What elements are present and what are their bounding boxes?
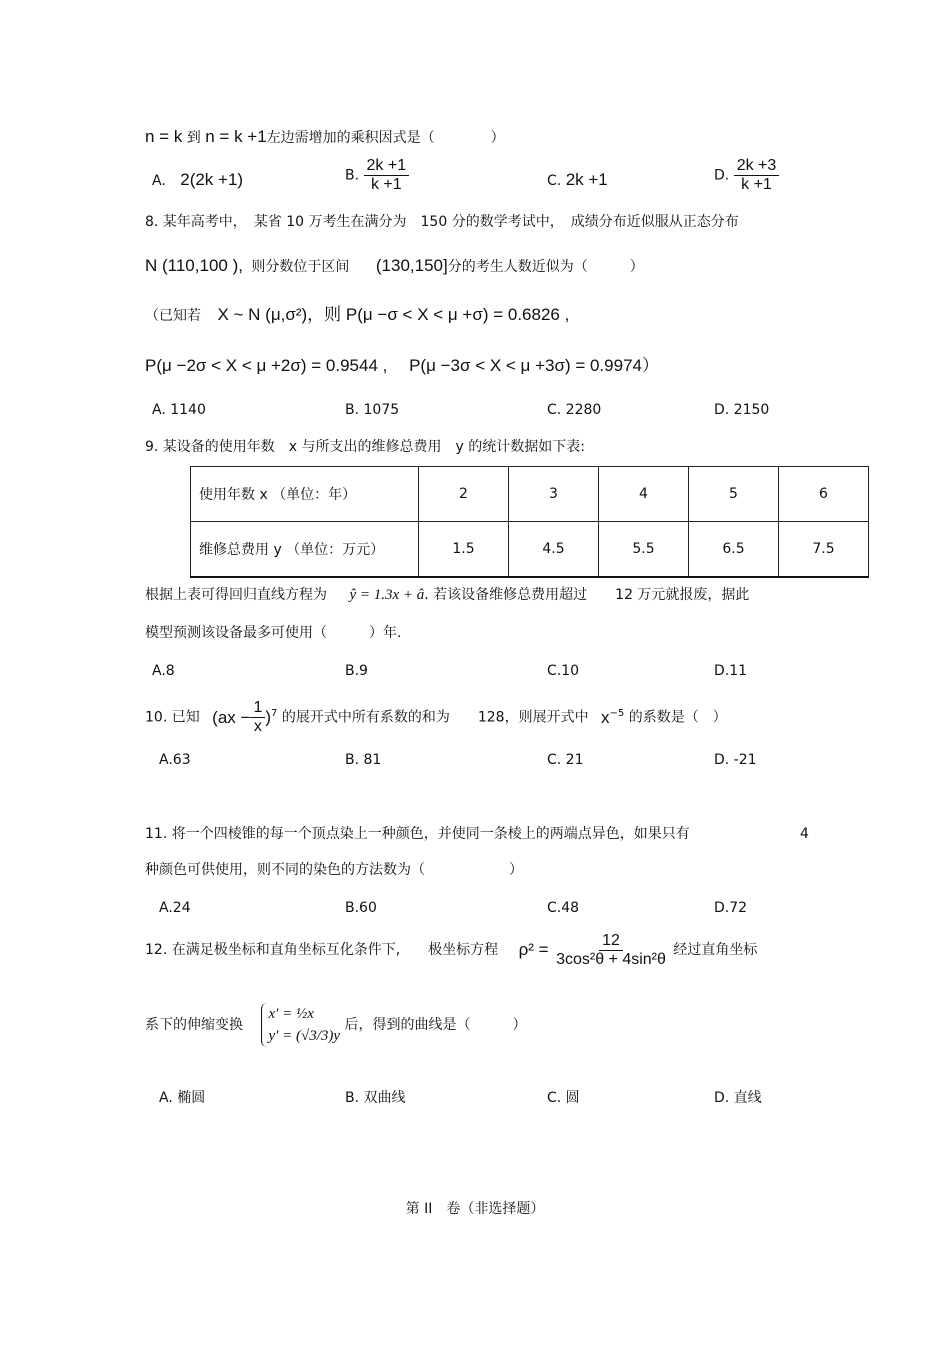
q11-line1-number: 4 xyxy=(800,826,809,842)
q12-line2-pre: 系下的伸缩变换 xyxy=(145,1017,243,1033)
q12-line1-rest: 经过直角坐标 xyxy=(673,942,758,958)
q8-line2 xyxy=(145,257,644,276)
q8-line3 xyxy=(145,306,569,325)
q7-a-value: 2(2k +1) xyxy=(180,170,244,189)
q10-fraction xyxy=(250,699,265,736)
q11-line1: 11. 将一个四棱锥的每一个顶点染上一种颜色，并使同一条棱上的两端点异色，如果只有 xyxy=(145,826,690,842)
section-heading: 第 II 卷（非选择题） xyxy=(405,1201,545,1217)
q7-c-label: C. xyxy=(547,173,562,189)
q11-option-a: A.24 xyxy=(159,900,191,916)
q10-option-c: C. 21 xyxy=(547,752,584,768)
q8-option-c: C. 2280 xyxy=(547,402,602,418)
q10-expr-a: (ax − xyxy=(212,707,251,727)
q12-line1-pre: 12. 在满足极坐标和直角坐标互化条件下, 极坐标方程 xyxy=(145,942,499,958)
table-cell: 7.5 xyxy=(779,522,869,578)
q8-line3-pre: （已知若 xyxy=(145,308,201,324)
q10-stem xyxy=(145,694,727,738)
q9-line2 xyxy=(145,586,749,604)
q9-line1: 9. 某设备的使用年数 x 与所支出的维修总费用 y 的统计数据如下表: xyxy=(145,439,585,455)
q8-line2-rest: 分的考生人数近似为（ ） xyxy=(447,259,644,275)
q7-b-label: B. xyxy=(345,167,360,184)
q12-line2-rest: 后，得到的曲线是（ ） xyxy=(344,1017,527,1033)
q10-mid: 的展开式中所有系数的和为 128，则展开式中 xyxy=(281,709,589,726)
q7-c-value: 2k +1 xyxy=(565,170,608,189)
q10-exponent: 7 xyxy=(271,708,278,719)
q11-line2: 种颜色可供使用，则不同的染色的方法数为（ ） xyxy=(145,862,523,878)
q10-power-base: x xyxy=(601,707,610,727)
q7-b-denominator: k +1 xyxy=(370,176,402,193)
q7-option-b xyxy=(345,157,409,194)
q8-option-d: D. 2150 xyxy=(714,402,770,418)
q12-numerator: 12 xyxy=(599,932,623,951)
q12-option-a: A. 椭圆 xyxy=(159,1090,206,1106)
table-cell: 5.5 xyxy=(599,522,689,578)
q7-to: 到 xyxy=(186,130,201,146)
q9-option-d: D.11 xyxy=(714,663,748,679)
q7-expr-b: n = k +1 xyxy=(205,127,267,146)
table-cell: 6.5 xyxy=(689,522,779,578)
table-row-header: 使用年数 x （单位：年） xyxy=(191,467,419,522)
q12-line2 xyxy=(145,985,527,1065)
q10-option-b: B. 81 xyxy=(345,752,382,768)
table-cell: 5 xyxy=(689,467,779,522)
q10-option-a: A.63 xyxy=(159,752,191,768)
q8-option-a: A. 1140 xyxy=(152,402,206,418)
q10-expr-b: ) xyxy=(265,707,272,727)
q7-option-c xyxy=(547,170,608,190)
q7-b-numerator: 2k +1 xyxy=(364,157,410,176)
q7-a-label: A. xyxy=(152,173,166,189)
table-cell: 4.5 xyxy=(509,522,599,578)
q10-option-d: D. -21 xyxy=(714,752,757,768)
q8-line3-formula: X ~ N (μ,σ²)，则 P(μ −σ < X < μ +σ) = 0.6826 , xyxy=(217,305,570,324)
table-row xyxy=(191,522,869,578)
q8-line1: 8. 某年高考中， 某省 10 万考生在满分为 150 分的数学考试中， 成绩分布近似服从正态分布 xyxy=(145,214,739,230)
q10-numerator: 1 xyxy=(250,699,265,718)
q7-d-fraction xyxy=(734,157,780,194)
q7-option-a xyxy=(152,170,243,190)
table-cell: 2 xyxy=(419,467,509,522)
q7-d-label: D. xyxy=(714,167,730,184)
table-row xyxy=(191,467,869,522)
q7-option-d xyxy=(714,157,779,194)
q8-interval: (130,150] xyxy=(375,256,448,275)
q12-option-c: C. 圆 xyxy=(547,1090,580,1106)
q11-option-c: C.48 xyxy=(547,900,580,916)
table-row-header: 维修总费用 y （单位：万元） xyxy=(191,522,419,578)
q7-d-denominator: k +1 xyxy=(741,176,772,193)
q9-line2-pre: 根据上表可得回归直线方程为 xyxy=(145,587,327,603)
table-cell: 4 xyxy=(599,467,689,522)
q9-option-c: C.10 xyxy=(547,663,580,679)
q12-transform-x: x′ = ½x xyxy=(268,1006,314,1022)
q12-option-d: D. 直线 xyxy=(714,1090,762,1106)
q7-expr-a: n = k xyxy=(145,127,183,146)
table-cell: 6 xyxy=(779,467,869,522)
q12-line1 xyxy=(145,930,757,970)
q8-option-b: B. 1075 xyxy=(345,402,400,418)
q9-option-b: B.9 xyxy=(345,663,368,679)
q7-stem xyxy=(145,128,505,147)
q9-option-a: A.8 xyxy=(152,663,175,679)
q9-line2-rest: . 若该设备维修总费用超过 12 万元就报废，据此 xyxy=(424,587,750,603)
q11-option-d: D.72 xyxy=(714,900,748,916)
q9-regression-equation: ŷ = 1.3x + â xyxy=(349,587,425,603)
q12-option-b: B. 双曲线 xyxy=(345,1090,406,1106)
q10-rest: 的系数是（ ） xyxy=(628,709,727,726)
table-cell: 1.5 xyxy=(419,522,509,578)
q9-line3: 模型预测该设备最多可使用（ ）年. xyxy=(145,625,402,641)
q10-power-exponent: −5 xyxy=(609,708,625,719)
q7-d-numerator: 2k +3 xyxy=(734,157,780,176)
q10-pre: 10. 已知 xyxy=(145,709,200,726)
q7-b-fraction xyxy=(364,157,410,194)
q10-denominator: x xyxy=(253,718,262,736)
q12-transform-y: y′ = (√3/3)y xyxy=(268,1028,341,1044)
q12-rho: ρ² = xyxy=(518,940,549,959)
q9-data-table xyxy=(190,466,869,578)
q12-denominator: 3cos²θ + 4sin²θ xyxy=(556,950,666,968)
q7-stem-rest: 左边需增加的乘积因式是（ ） xyxy=(266,130,505,146)
table-cell: 3 xyxy=(509,467,599,522)
q8-line4: P(μ −2σ < X < μ +2σ) = 0.9544 , P(μ −3σ < X < μ +3σ) = 0.9974） xyxy=(145,356,659,375)
q12-fraction xyxy=(553,932,669,969)
q12-transform-system xyxy=(261,1003,340,1047)
q8-distribution: N (110,100 ), xyxy=(145,256,243,275)
q8-line2-mid: 则分数位于区间 xyxy=(251,259,350,275)
q11-option-b: B.60 xyxy=(345,900,377,916)
